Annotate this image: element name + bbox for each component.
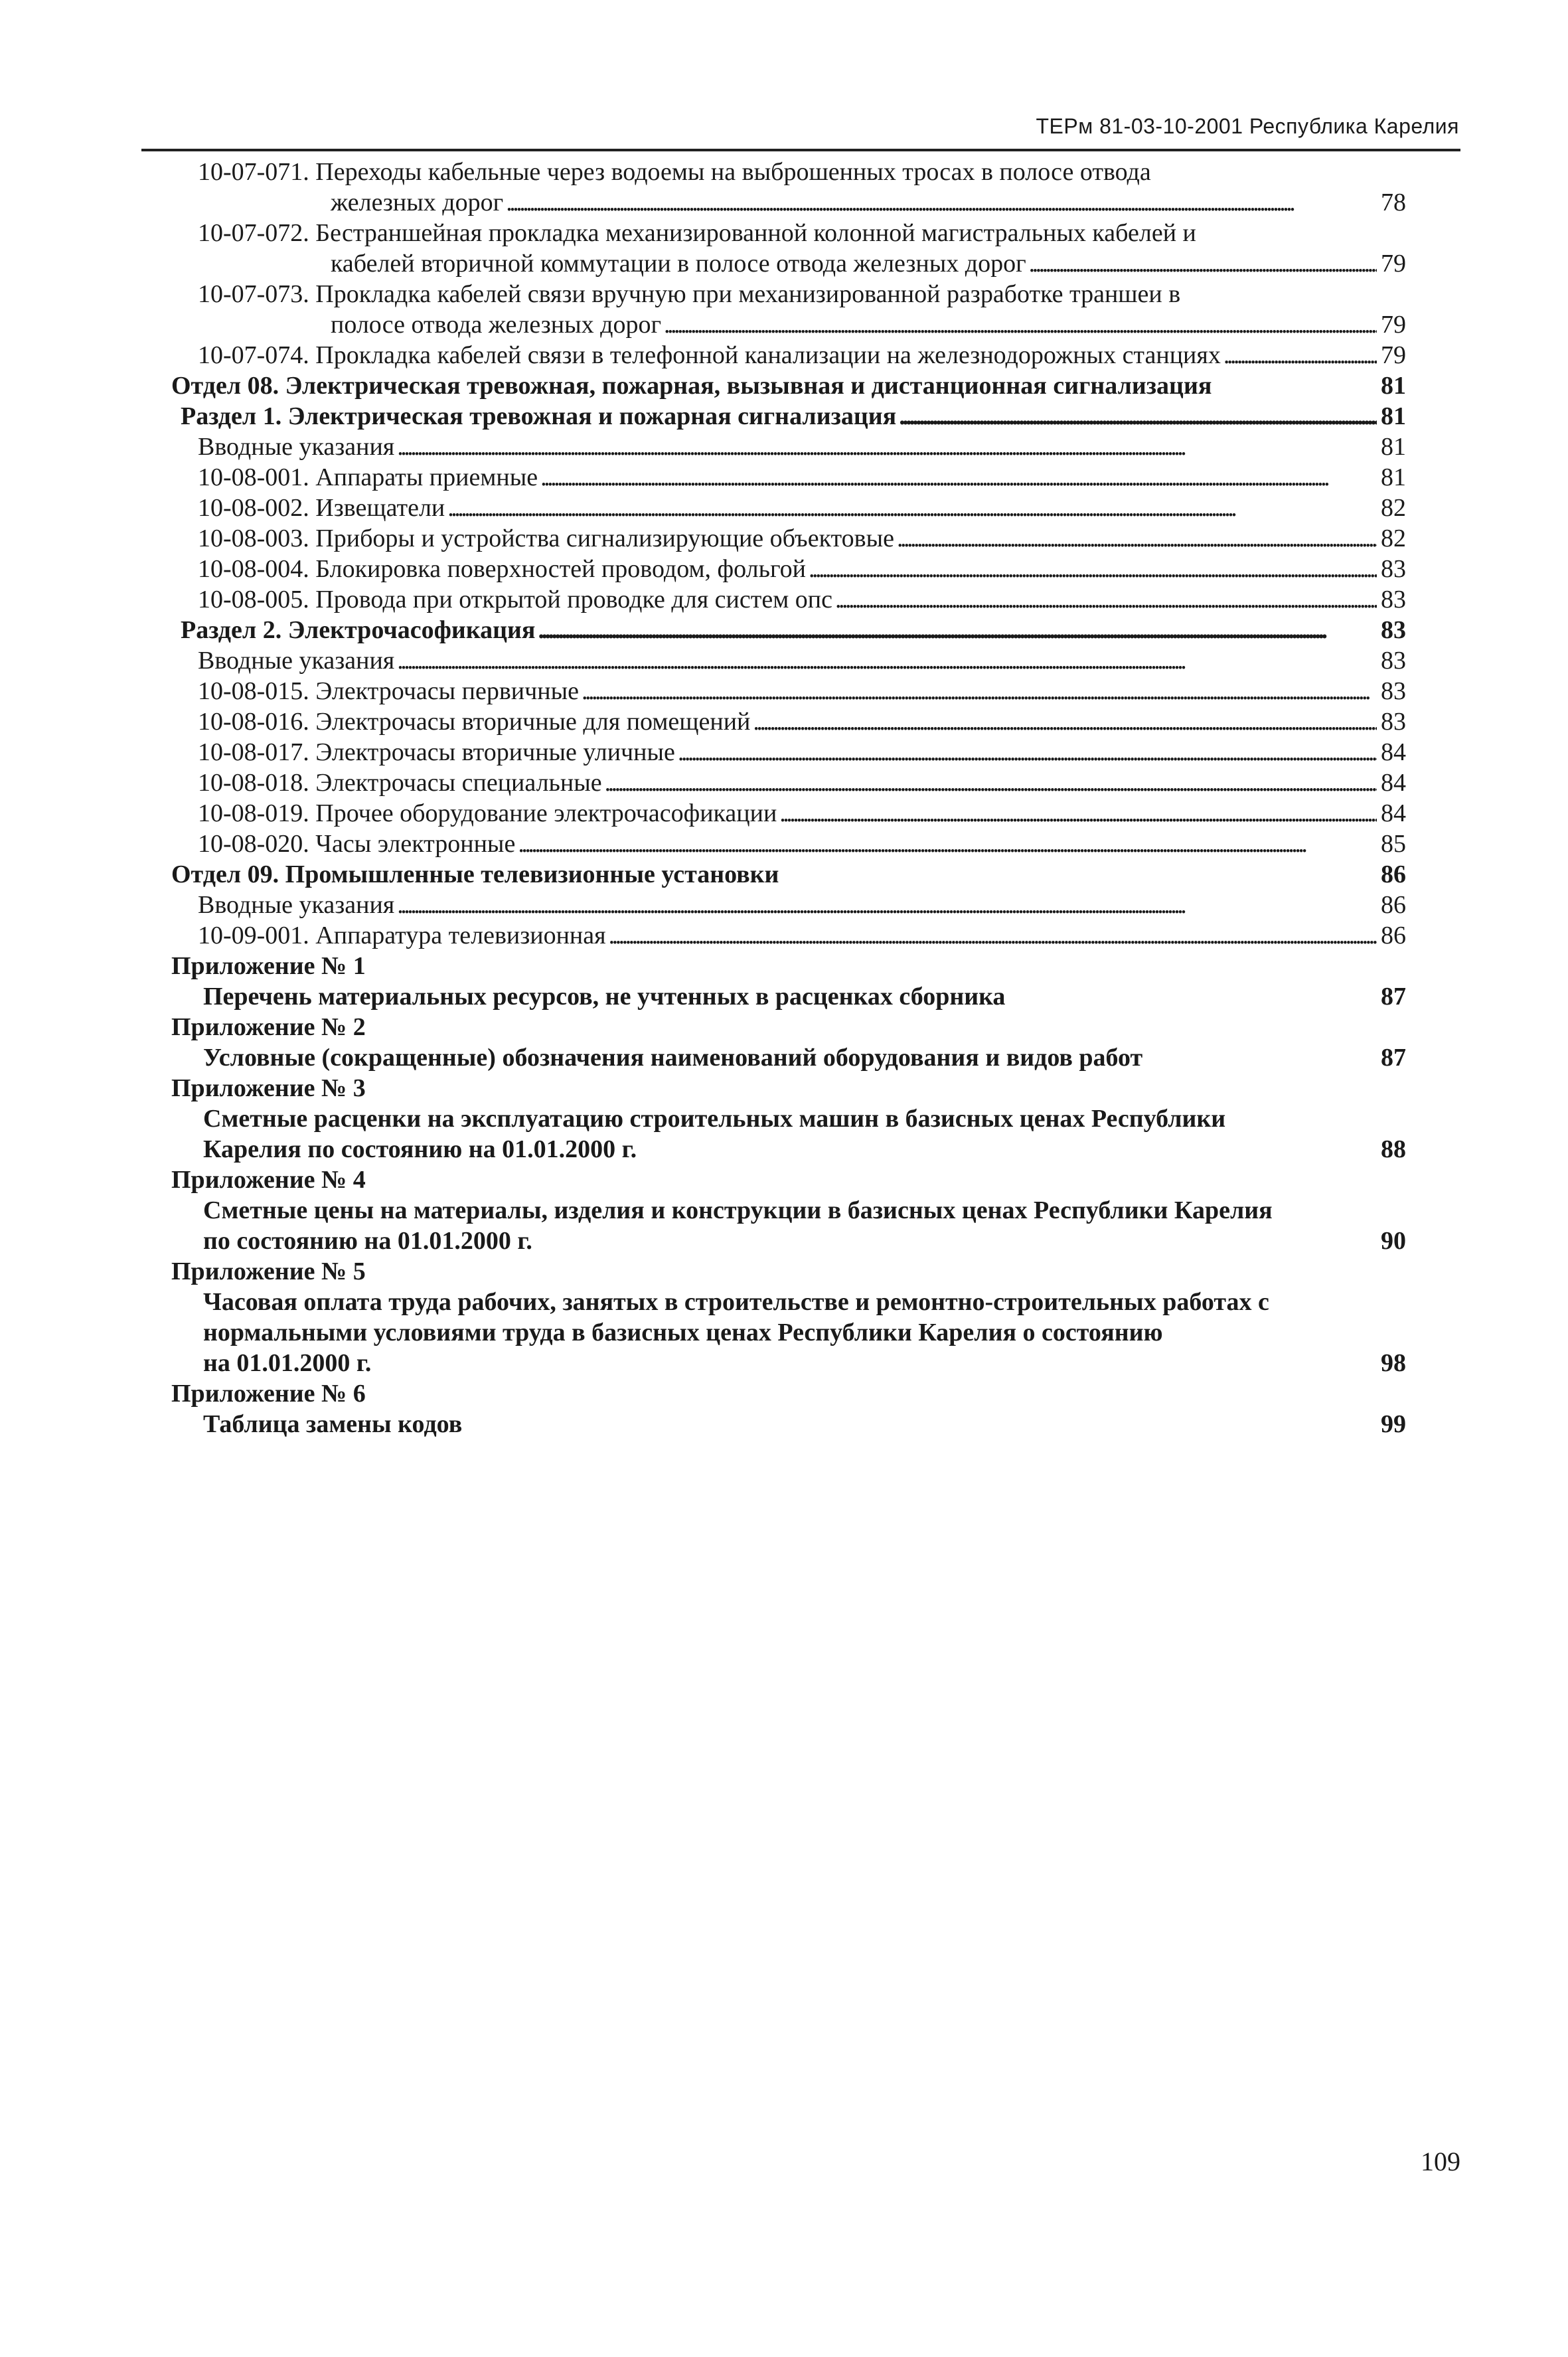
toc-page-number: 81 [1381, 372, 1406, 400]
appendix-title: Сметные цены на материалы, изделия и конструкции в базисных ценах Республики Карелия [203, 1196, 1273, 1224]
leader-dots [809, 554, 1377, 584]
toc-entry-title: Вводные указания [198, 647, 395, 675]
appendix-title: Часовая оплата труда рабочих, занятых в строительстве и ремонтно-строительных работах с [203, 1288, 1269, 1316]
toc-section-title: Раздел 1. Электрическая тревожная и пожарная сигнализация [181, 402, 897, 430]
appendix-title: Условные (сокращенные) обозначения наименований оборудования и видов работ [203, 1044, 1143, 1072]
toc-entry-title: 10-07-071. Переходы кабельные через водоемы на выброшенных тросах в полосе отвода [198, 158, 1151, 186]
toc-entry [171, 920, 1406, 951]
toc-appendix-entry-continuation [171, 1226, 1406, 1256]
toc-entry-title: 10-08-015. Электрочасы первичные [198, 677, 579, 705]
appendix-title: нормальными условиями труда в базисных ценах Республики Карелия о состоянию [203, 1319, 1163, 1346]
toc-entry-title: 10-08-020. Часы электронные [198, 830, 516, 858]
toc-section-otdel [171, 859, 1406, 890]
toc-entry-title: 10-09-001. Аппаратура телевизионная [198, 922, 606, 949]
appendix-title: Перечень материальных ресурсов, не учтенных в расценках сборника [203, 983, 1006, 1011]
leader-dots [506, 187, 1377, 218]
running-header [141, 113, 1460, 151]
toc-section-razdel [171, 401, 1406, 432]
toc-page-number: 82 [1381, 525, 1406, 552]
appendix-title: Сметные расценки на эксплуатацию строительных машин в базисных ценах Республики [203, 1105, 1226, 1133]
appendix-heading: Приложение № 4 [171, 1166, 366, 1194]
toc-page-number: 79 [1381, 311, 1406, 339]
leader-dots [397, 645, 1377, 676]
appendix-heading: Приложение № 1 [171, 952, 366, 980]
toc-section-title: Отдел 09. Промышленные телевизионные установки [171, 860, 779, 888]
toc-appendix-heading [171, 1256, 1406, 1287]
toc-page-number: 90 [1381, 1227, 1406, 1255]
toc-appendix-heading [171, 1378, 1406, 1409]
leader-dots [447, 493, 1377, 523]
leader-dots [899, 401, 1377, 432]
toc-page-number: 99 [1381, 1410, 1406, 1438]
leader-dots [518, 829, 1377, 859]
toc-entry-title: полосе отвода железных дорог [331, 311, 662, 339]
toc-page-number: 83 [1381, 586, 1406, 613]
toc-entry-title: 10-08-001. Аппараты приемные [198, 463, 538, 491]
toc-entry-title: кабелей вторичной коммутации в полосе отвода железных дорог [331, 250, 1026, 278]
leader-dots [540, 462, 1377, 493]
toc-page-number: 98 [1381, 1349, 1406, 1377]
toc-appendix-entry [171, 981, 1406, 1012]
toc-appendix-entry-continuation [171, 1317, 1406, 1348]
toc-entry [171, 493, 1406, 523]
toc-entry-continuation [171, 309, 1406, 340]
toc-page-number: 81 [1381, 433, 1406, 461]
toc-entry-title: 10-08-004. Блокировка поверхностей проводом, фольгой [198, 555, 806, 583]
leader-dots [397, 432, 1377, 462]
toc-page-number: 81 [1381, 402, 1406, 430]
toc-page-number: 81 [1381, 463, 1406, 491]
toc-page-number: 83 [1381, 555, 1406, 583]
toc-page-number: 79 [1381, 250, 1406, 278]
header-title: ТЕРм 81-03-10-2001 Республика Карелия [1036, 114, 1459, 138]
toc-entry [171, 432, 1406, 462]
toc-page-number: 84 [1381, 799, 1406, 827]
table-of-contents [171, 157, 1406, 1439]
toc-entry-title: 10-08-019. Прочее оборудование электрочасофикации [198, 799, 777, 827]
leader-dots [835, 584, 1377, 615]
toc-page-number: 86 [1381, 922, 1406, 949]
toc-page-number: 79 [1381, 341, 1406, 369]
toc-entry-title: железных дорог [331, 189, 504, 216]
toc-appendix-entry [171, 1287, 1406, 1317]
toc-page-number: 88 [1381, 1135, 1406, 1163]
toc-page-number: 87 [1381, 1044, 1406, 1072]
leader-dots [397, 890, 1377, 920]
toc-entry [171, 584, 1406, 615]
toc-entry-title: 10-08-018. Электрочасы специальные [198, 769, 602, 797]
leader-dots [753, 706, 1377, 737]
toc-entry-title: Вводные указания [198, 433, 395, 461]
toc-page-number: 86 [1381, 891, 1406, 919]
toc-page-number: 87 [1381, 983, 1406, 1011]
toc-appendix-entry-continuation [171, 1348, 1406, 1378]
toc-entry [171, 554, 1406, 584]
toc-appendix-entry [171, 1042, 1406, 1073]
toc-page-number: 86 [1381, 860, 1406, 888]
toc-entry-title: Вводные указания [198, 891, 395, 919]
toc-entry [171, 890, 1406, 920]
toc-entry [171, 829, 1406, 859]
toc-entry [171, 157, 1406, 187]
toc-section-title: Раздел 2. Электрочасофикация [181, 616, 536, 644]
leader-dots [582, 676, 1377, 706]
leader-dots [779, 798, 1377, 829]
toc-page-number: 84 [1381, 738, 1406, 766]
toc-page-number: 83 [1381, 677, 1406, 705]
toc-entry [171, 676, 1406, 706]
appendix-heading: Приложение № 2 [171, 1013, 366, 1041]
toc-entry [171, 340, 1406, 370]
appendix-heading: Приложение № 3 [171, 1074, 366, 1102]
toc-entry-continuation [171, 187, 1406, 218]
page-number: 109 [1421, 2147, 1460, 2176]
appendix-title: по состоянию на 01.01.2000 г. [203, 1227, 532, 1255]
appendix-title: Карелия по состоянию на 01.01.2000 г. [203, 1135, 637, 1163]
toc-appendix-entry-continuation [171, 1134, 1406, 1165]
leader-dots [538, 615, 1377, 645]
toc-entry-title: 10-07-073. Прокладка кабелей связи вручную при механизированной разработке траншеи в [198, 280, 1181, 308]
toc-appendix-heading [171, 951, 1406, 981]
toc-entry [171, 279, 1406, 309]
appendix-heading: Приложение № 5 [171, 1258, 366, 1285]
toc-page-number: 85 [1381, 830, 1406, 858]
toc-entry [171, 737, 1406, 768]
toc-section-otdel [171, 370, 1406, 401]
toc-page-number: 83 [1381, 616, 1406, 644]
toc-section-razdel [171, 615, 1406, 645]
toc-page-number: 83 [1381, 708, 1406, 736]
toc-appendix-entry [171, 1103, 1406, 1134]
toc-section-title: Отдел 08. Электрическая тревожная, пожарная, вызывная и дистанционная сигнализация [171, 372, 1212, 400]
appendix-heading: Приложение № 6 [171, 1380, 366, 1408]
toc-page-number: 83 [1381, 647, 1406, 675]
toc-entry [171, 218, 1406, 248]
toc-entry-continuation [171, 248, 1406, 279]
toc-entry-title: 10-08-002. Извещатели [198, 494, 445, 522]
leader-dots [1029, 248, 1377, 279]
toc-entry [171, 768, 1406, 798]
toc-entry-title: 10-07-072. Бестраншейная прокладка механизированной колонной магистральных кабелей и [198, 219, 1196, 247]
leader-dots [897, 523, 1377, 554]
toc-appendix-entry [171, 1409, 1406, 1439]
toc-entry [171, 462, 1406, 493]
toc-entry-title: 10-08-016. Электрочасы вторичные для помещений [198, 708, 751, 736]
toc-entry [171, 798, 1406, 829]
appendix-title: на 01.01.2000 г. [203, 1349, 372, 1377]
leader-dots [664, 309, 1377, 340]
toc-page-number: 78 [1381, 189, 1406, 216]
toc-page-number: 84 [1381, 769, 1406, 797]
toc-entry [171, 706, 1406, 737]
toc-appendix-entry [171, 1195, 1406, 1226]
toc-appendix-heading [171, 1073, 1406, 1103]
toc-entry [171, 645, 1406, 676]
toc-entry [171, 523, 1406, 554]
toc-entry-title: 10-07-074. Прокладка кабелей связи в телефонной канализации на железнодорожных станциях [198, 341, 1221, 369]
leader-dots [678, 737, 1377, 768]
toc-entry-title: 10-08-003. Приборы и устройства сигнализирующие объектовые [198, 525, 894, 552]
leader-dots [605, 768, 1377, 798]
toc-entry-title: 10-08-005. Провода при открытой проводке для систем опс [198, 586, 832, 613]
toc-entry-title: 10-08-017. Электрочасы вторичные уличные [198, 738, 675, 766]
appendix-title: Таблица замены кодов [203, 1410, 463, 1438]
leader-dots [1223, 340, 1377, 370]
toc-appendix-heading [171, 1165, 1406, 1195]
toc-page-number: 82 [1381, 494, 1406, 522]
leader-dots [609, 920, 1377, 951]
toc-appendix-heading [171, 1012, 1406, 1042]
